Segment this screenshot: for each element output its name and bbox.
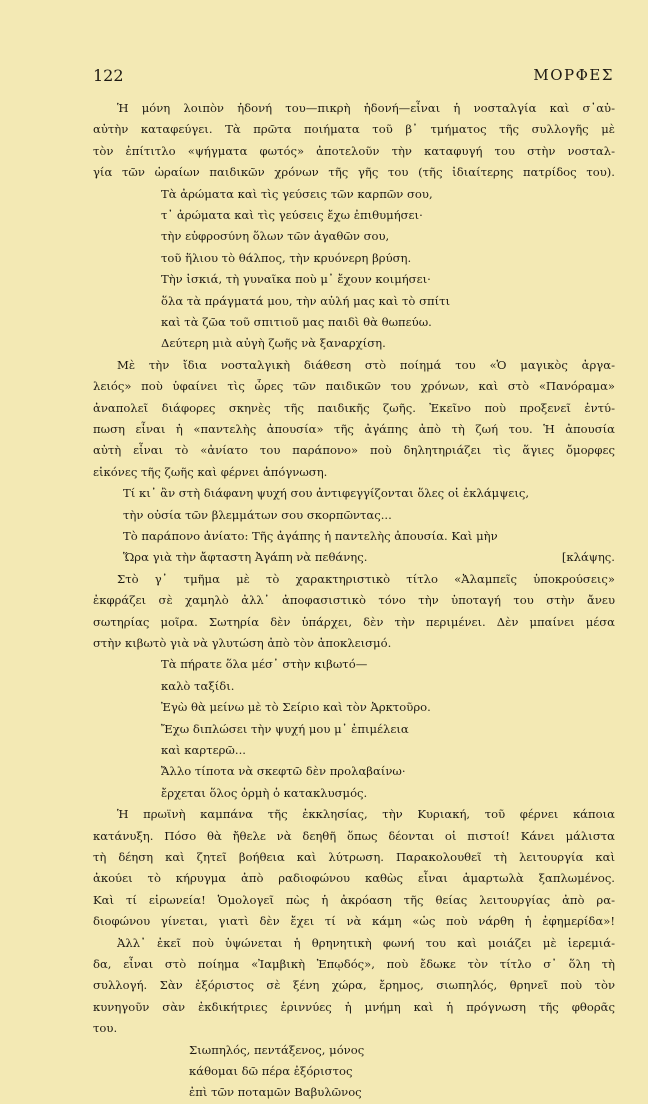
line-text: Τὰ ἀρώματα καὶ τὶς γεύσεις τῶν καρπῶν σου, — [161, 186, 433, 201]
line-text: ἀναπολεῖ διάφορες σκηνὲς τῆς παιδικῆς ζωῆς. Ἐκεῖνο ποὺ προξενεῖ ἐντύ- — [93, 400, 615, 415]
line-text: τὴν οὐσία τῶν βλεμμάτων σου σκορπῶντας... — [123, 507, 392, 522]
text-line — [93, 398, 615, 419]
text-line — [93, 440, 615, 461]
text-line — [93, 98, 615, 119]
line-text: Ἄλλο τίποτα νὰ σκεφτῶ δὲν προλαβαίνω· — [161, 764, 406, 779]
line-text: αὐτὴν καταφεύγει. Τὰ πρῶτα ποιήματα τοῦ β᾽ τμήματος τῆς συλλογῆς μὲ — [93, 122, 615, 137]
text-line — [93, 355, 615, 376]
text-line — [93, 676, 615, 697]
line-text: Δεύτερη μιὰ αὐγὴ ζωῆς νὰ ξαναρχίση. — [161, 336, 386, 351]
line-text: στὴν κιβωτὸ γιὰ νὰ γλυτώση ἀπὸ τὸν ἀποκλεισμό. — [93, 635, 392, 650]
line-text: Τί κι᾽ ἂν στὴ διάφανη ψυχή σου ἀντιφεγγίζονται ὅλες οἱ ἐκλάμψεις, — [123, 486, 530, 501]
text-line — [93, 205, 615, 226]
line-text: Τὰ πήρατε ὅλα μέσ᾽ στὴν κιβωτό— — [161, 657, 368, 672]
text-line — [93, 826, 615, 847]
text-line — [93, 505, 615, 526]
line-text: Ἔχω διπλώσει τὴν ψυχή μου μ᾽ ἐπιμέλεια — [161, 721, 409, 736]
text-line — [93, 804, 615, 825]
line-text: τὸν ἐπίτιτλο «ψήγματα φωτός» ἀποτελοῦν τὴν καταφυγή του στὴν νοσταλ- — [93, 143, 615, 158]
line-text: ἐκφράζει σὲ χαμηλὸ ἀλλ᾽ ἀποφασιστικὸ τόνο τὴν ὑποταγή του στὴν ἄνευ — [93, 593, 615, 608]
line-text: Σιωπηλός, πεντάξενος, μόνος — [189, 1042, 365, 1057]
text-line — [93, 162, 615, 183]
line-text: Ἐγὼ θὰ μείνω μὲ τὸ Σείριο καὶ τὸν Ἀρκτοῦρο. — [161, 700, 431, 715]
line-text: Μὲ τὴν ἴδια νοσταλγικὴ διάθεση στὸ ποίημά του «Ὁ μαγικὸς ἀργα- — [117, 357, 615, 372]
line-text: αὐτὴ εἶναι τὸ «ἀνίατο του παράπονο» ποὺ δηλητηριάζει τὶς ἅγιες ὄμορφες — [93, 443, 615, 458]
text-line — [93, 526, 615, 547]
line-text: ἐπὶ τῶν ποταμῶν Βαβυλῶνος — [189, 1085, 362, 1100]
line-text: συλλογή. Σὰν ἐξόριστος σὲ ξένη χώρα, ἔρημος, σιωπηλός, θρηνεῖ ποὺ τὸν — [93, 978, 615, 993]
text-line — [93, 1018, 615, 1039]
text-line — [93, 890, 615, 911]
line-text: του. — [93, 1021, 118, 1036]
text-line — [93, 719, 615, 740]
line-text: Τὴν ἰσκιά, τὴ γυναῖκα ποὺ μ᾽ ἔχουν κοιμήσει· — [161, 272, 431, 287]
page-header — [93, 66, 614, 90]
text-line — [93, 184, 615, 205]
text-line — [93, 141, 615, 162]
line-text: κυνηγοῦν σὰν ἐκδικήτριες ἐριννύες ἡ μνήμη καὶ ἡ πρόγνωση τῆς φθορᾶς — [93, 999, 615, 1014]
line-text: πωση εἶναι ἡ «παντελὴς ἀπουσία» τῆς ἀγάπης ἀπὸ τὴ ζωή του. Ἡ ἀπουσία — [93, 421, 615, 436]
line-text: Ἀλλ᾽ ἐκεῖ ποὺ ὑψώνεται ἡ θρηνητικὴ φωνή του καὶ μοιάζει μὲ ἱερεμιά- — [117, 935, 615, 950]
line-continuation: [κλάψης. — [561, 550, 615, 565]
line-text: ὅλα τὰ πράγματά μου, τὴν αὐλή μας καὶ τὸ σπίτι — [161, 293, 451, 308]
text-line — [93, 654, 615, 675]
line-text: καὶ καρτερῶ... — [161, 743, 246, 757]
text-line — [93, 1082, 615, 1103]
text-line — [93, 697, 615, 718]
text-line — [93, 590, 615, 611]
line-text: ἀκούει τὸ κήρυγμα ἀπὸ ραδιοφώνου καθὼς εἶναι ἁμαρτωλὰ ξαπλωμένος. — [93, 871, 615, 886]
text-line — [93, 911, 615, 932]
text-line — [93, 761, 615, 782]
line-text: εἰκόνες τῆς ζωῆς καὶ φέρνει ἀπόγνωση. — [93, 464, 328, 479]
article-body — [93, 98, 615, 1104]
text-line — [93, 248, 615, 269]
text-line — [93, 483, 615, 504]
text-line — [93, 226, 615, 247]
text-line — [93, 954, 615, 975]
line-text: δα, εἶναι στὸ ποίημα «Ἰαμβικὴ Ἐπῳδός», ποὺ ἔδωκε τὸν τίτλο σ᾽ ὅλη τὴ — [93, 956, 615, 971]
text-line — [93, 783, 615, 804]
text-line — [93, 1040, 615, 1061]
text-line — [93, 997, 615, 1018]
line-text: τοῦ ἥλιου τὸ θάλπος, τὴν κρυόνερη βρύση. — [161, 250, 412, 265]
line-text: Καὶ τί εἰρωνεία! Ὁμολογεῖ πὼς ἡ ἀκρόαση τῆς θείας λειτουργίας ἀπὸ ρα- — [93, 892, 615, 907]
line-text: Ὥρα γιὰ τὴν ἄφταστη Ἀγάπη νὰ πεθάνης. — [123, 550, 368, 565]
line-text: Τὸ παράπονο ἀνίατο: Τῆς ἀγάπης ἡ παντελὴς ἀπουσία. Καὶ μὴν — [123, 528, 498, 543]
line-text: τ᾽ ἀρώματα καὶ τὶς γεύσεις ἔχω ἐπιθυμήσει· — [161, 207, 423, 222]
text-line — [93, 612, 615, 633]
text-line — [93, 291, 615, 312]
line-text: λειός» ποὺ ὑφαίνει τὶς ὧρες τῶν παιδικῶν του χρόνων, καὶ στὸ «Πανόραμα» — [93, 379, 615, 394]
text-line — [93, 1061, 615, 1082]
page-number: 122 — [93, 66, 124, 85]
line-text: κατάνυξη. Πόσο θὰ ἤθελε νὰ δεηθῆ ὅπως δέονται οἱ πιστοί! Κάνει μάλιστα — [93, 828, 615, 843]
text-line — [93, 868, 615, 889]
text-line — [93, 740, 615, 761]
line-text: Ἡ πρωϊνὴ καμπάνα τῆς ἐκκλησίας, τὴν Κυριακή, τοῦ φέρνει κάποια — [117, 807, 615, 822]
text-line — [93, 119, 615, 140]
text-line — [93, 312, 615, 333]
text-line — [93, 333, 615, 354]
text-line — [93, 633, 615, 654]
line-text: σωτηρίας μοῖρα. Σωτηρία δὲν ὑπάρχει, δὲν τὴν περιμένει. Δὲν μπαίνει μέσα — [93, 614, 615, 629]
line-text: Στὸ γ᾽ τμῆμα μὲ τὸ χαρακτηριστικὸ τίτλο «Ἀλαμπεῖς ὑποκρούσεις» — [117, 571, 615, 586]
line-text: κάθομαι δῶ πέρα ἐξόριστος — [189, 1063, 353, 1078]
line-text: γία τῶν ὡραίων παιδικῶν χρόνων τῆς γῆς του (τῆς ἰδιαίτερης πατρίδος του). — [93, 165, 615, 180]
line-text: καλὸ ταξίδι. — [161, 678, 235, 693]
text-line — [93, 975, 615, 996]
journal-title: ΜΟΡΦΕΣ — [533, 66, 614, 84]
line-text: Ἡ μόνη λοιπὸν ἡδονή του—πικρὴ ἡδονή—εἶναι ἡ νοσταλγία καὶ σ᾽αὐ- — [117, 101, 615, 115]
line-text: τὴ δέηση καὶ ζητεῖ βοήθεια καὶ λύτρωση. Παρακολουθεῖ τὴ λειτουργία καὶ — [93, 850, 615, 864]
line-text: διοφώνου γίνεται, γιατὶ δὲν ἔχει τί νὰ κάμη «ὡς ποὺ νάρθη ἡ ἐφημερίδα»! — [93, 914, 615, 929]
text-line — [93, 376, 615, 397]
text-line — [93, 462, 615, 483]
line-text: ἔρχεται ὅλος ὁρμὴ ὁ κατακλυσμός. — [161, 785, 368, 800]
text-line — [93, 547, 615, 568]
text-line — [93, 419, 615, 440]
text-line — [93, 569, 615, 590]
line-text: καὶ τὰ ζῶα τοῦ σπιτιοῦ μας παιδὶ θὰ θωπεύω. — [161, 315, 432, 329]
line-text: τὴν εὐφροσύνη ὅλων τῶν ἀγαθῶν σου, — [161, 229, 390, 244]
text-line — [93, 269, 615, 290]
text-line — [93, 933, 615, 954]
text-line — [93, 847, 615, 868]
